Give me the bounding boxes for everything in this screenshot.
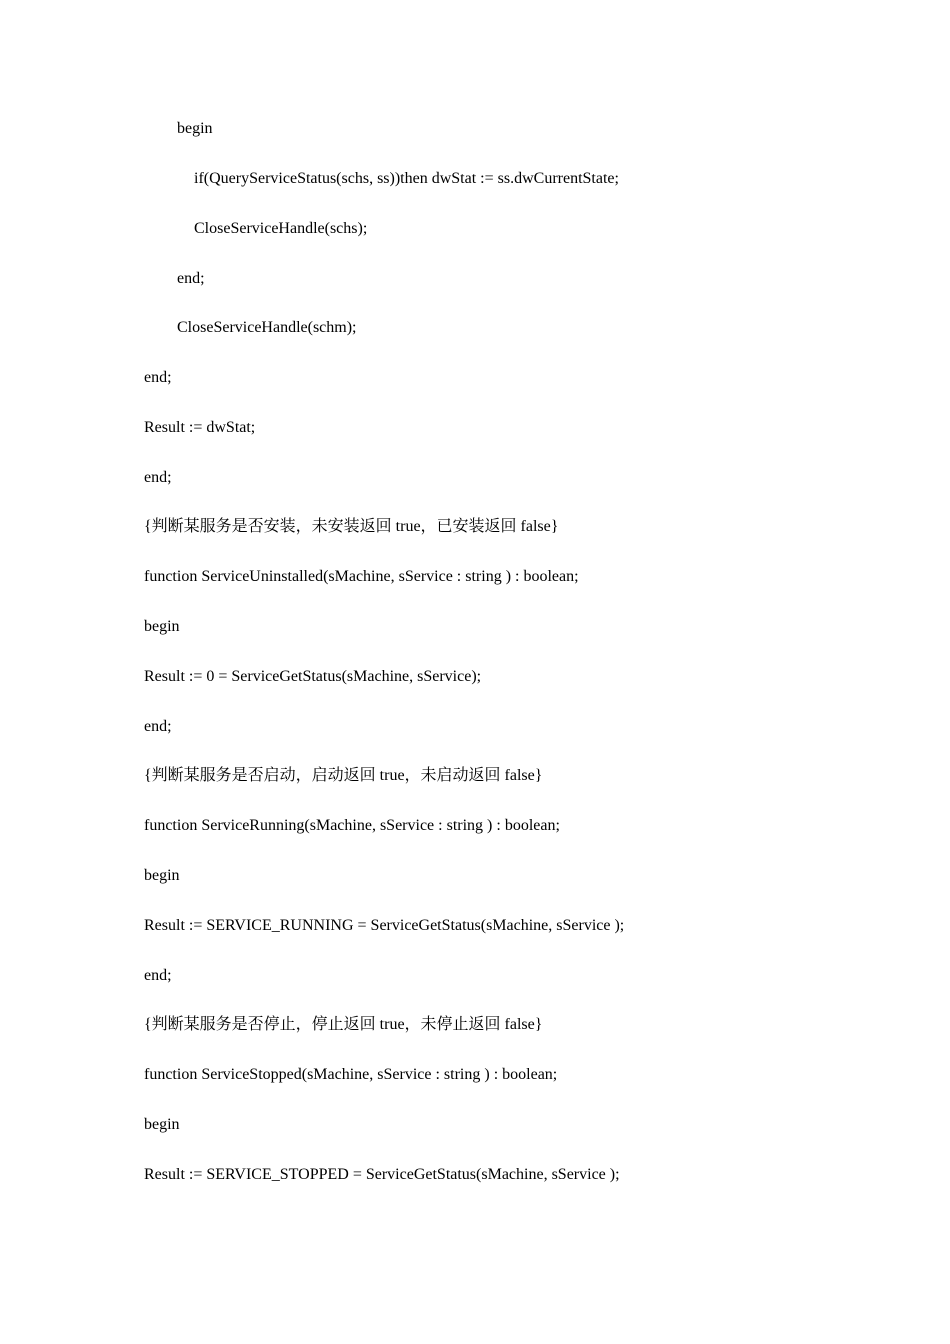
code-comment-running: {判断某服务是否启动，启动返回 true，未启动返回 false}	[144, 767, 543, 784]
code-line-result-uninstalled: Result := 0 = ServiceGetStatus(sMachine, sService);	[144, 668, 482, 685]
code-line-query-status: if(QueryServiceStatus(schs, ss))then dwStat := ss.dwCurrentState;	[194, 170, 619, 187]
code-line-end: end;	[144, 967, 172, 984]
code-line-close-schm: CloseServiceHandle(schm);	[177, 319, 357, 336]
code-line-result-dwstat: Result := dwStat;	[144, 419, 256, 436]
code-line-close-schs: CloseServiceHandle(schs);	[194, 220, 368, 237]
code-line-begin: begin	[144, 1116, 180, 1133]
code-line-function-uninstalled: function ServiceUninstalled(sMachine, sService : string ) : boolean;	[144, 568, 579, 585]
code-line-begin: begin	[144, 867, 180, 884]
code-line-end: end;	[177, 270, 205, 287]
code-line-result-stopped: Result := SERVICE_STOPPED = ServiceGetStatus(sMachine, sService );	[144, 1166, 620, 1183]
code-line-end: end;	[144, 469, 172, 486]
code-line-result-running: Result := SERVICE_RUNNING = ServiceGetStatus(sMachine, sService );	[144, 917, 625, 934]
code-line-end: end;	[144, 718, 172, 735]
code-line-function-running: function ServiceRunning(sMachine, sService : string ) : boolean;	[144, 817, 560, 834]
code-line-end: end;	[144, 369, 172, 386]
code-line-function-stopped: function ServiceStopped(sMachine, sService : string ) : boolean;	[144, 1066, 558, 1083]
code-line-begin: begin	[144, 618, 180, 635]
code-line-begin: begin	[177, 120, 213, 137]
code-comment-uninstalled: {判断某服务是否安装，未安装返回 true，已安装返回 false}	[144, 518, 559, 535]
code-comment-stopped: {判断某服务是否停止，停止返回 true，未停止返回 false}	[144, 1016, 543, 1033]
